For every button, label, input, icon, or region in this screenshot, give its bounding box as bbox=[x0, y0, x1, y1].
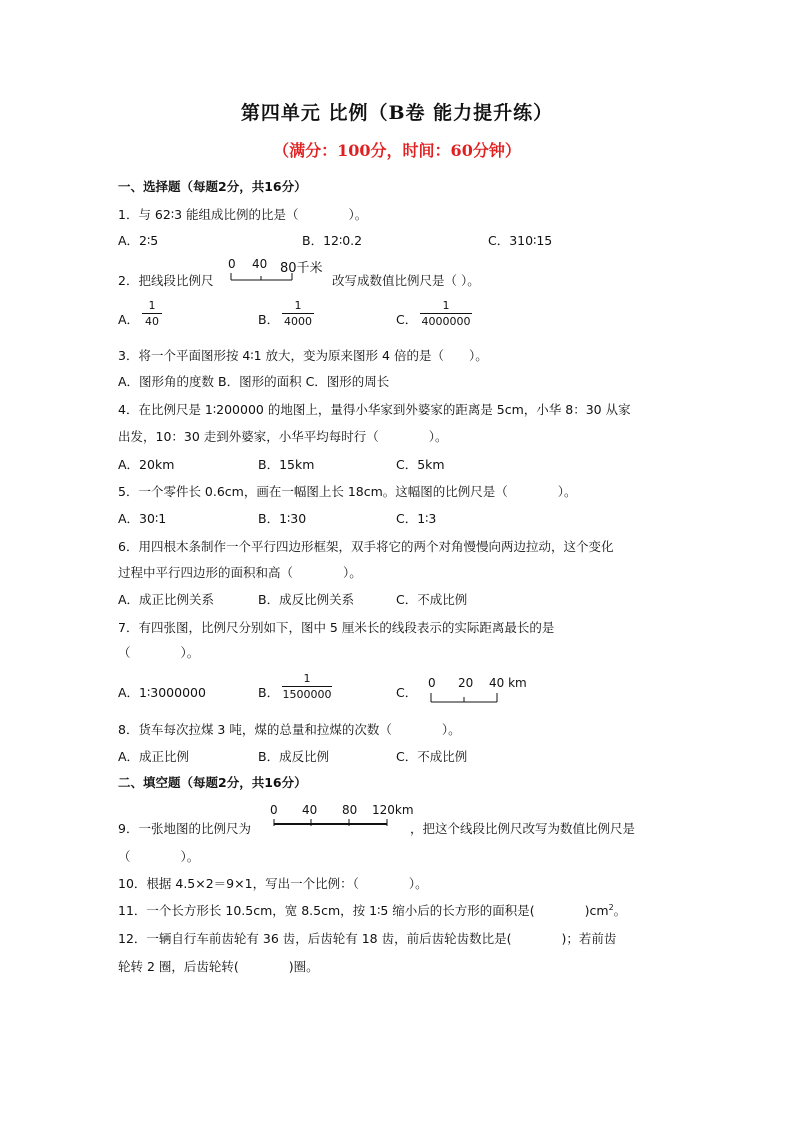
q5-option-a: A．30∶1 bbox=[118, 511, 167, 526]
question-2-suffix: 改写成数值比例尺是（ ）。 bbox=[332, 273, 480, 288]
q7-option-a: A．1∶3000000 bbox=[118, 685, 206, 700]
q2-a-denominator: 40 bbox=[145, 315, 159, 328]
question-9-suffix: ，把这个线段比例尺改写为数值比例尺是 bbox=[410, 821, 636, 836]
question-7-line-1: 7．有四张图，比例尺分别如下，图中 5 厘米长的线段表示的实际距离最长的是 bbox=[118, 620, 555, 635]
q2-option-a-fraction bbox=[142, 299, 162, 328]
question-7-line-2: （ ）。 bbox=[118, 645, 200, 660]
question-4-line-1: 4．在比例尺是 1∶200000 的地图上，量得小华家到外婆家的距离是 5cm，小华 8：30 从家 bbox=[118, 402, 631, 417]
q2-option-b-fraction bbox=[282, 299, 314, 328]
page-title: 第四单元 比例（B卷 能力提升练） bbox=[240, 102, 554, 124]
question-11-end: 。 bbox=[613, 903, 627, 918]
q6-option-b: B．成反比例关系 bbox=[258, 592, 355, 607]
question-1: 1．与 62∶3 能组成比例的比是（ ）。 bbox=[118, 207, 368, 222]
q2-option-c-fraction bbox=[420, 299, 472, 328]
question-9-prefix: 9．一张地图的比例尺为 bbox=[118, 821, 251, 836]
q8-option-c: C．不成比例 bbox=[396, 749, 468, 764]
q9-scale-label-80: 80 bbox=[342, 803, 358, 817]
question-9-line-2: （ ）。 bbox=[118, 849, 200, 864]
q7-scale-label-0: 0 bbox=[428, 676, 436, 690]
q1-option-a: A．2∶5 bbox=[118, 233, 159, 248]
q2-b-denominator: 4000 bbox=[284, 315, 312, 328]
q2-b-numerator: 1 bbox=[294, 299, 302, 312]
q5-option-b: B．1∶30 bbox=[258, 511, 307, 526]
q2-option-c: C． bbox=[396, 312, 418, 327]
q7-option-c: C． bbox=[396, 685, 418, 700]
squared-superscript: 2 bbox=[608, 902, 614, 912]
q1-option-b: B．12∶0.2 bbox=[302, 233, 363, 248]
question-11 bbox=[118, 901, 626, 919]
fraction-bar bbox=[420, 313, 472, 314]
q2-option-a: A． bbox=[118, 312, 140, 327]
q9-scale-label-120: 120km bbox=[372, 803, 414, 817]
q5-option-c: C．1∶3 bbox=[396, 511, 437, 526]
question-6-line-1: 6．用四根木条制作一个平行四边形框架，双手将它的两个对角慢慢向两边拉动，这个变化 bbox=[118, 539, 614, 554]
question-12-line-2: 轮转 2 圈，后齿轮转( )圈。 bbox=[118, 959, 319, 974]
q2-scale-label-40: 40 bbox=[252, 257, 268, 271]
q7-scale-label-20: 20 bbox=[458, 676, 474, 690]
q4-option-a: A．20km bbox=[118, 457, 175, 472]
q7-scale-bar bbox=[430, 692, 510, 704]
section-heading-choice: 一、选择题（每题2分，共16分） bbox=[118, 179, 307, 194]
page-subtitle: （满分：100分，时间：60分钟） bbox=[273, 141, 521, 160]
fraction-bar bbox=[282, 313, 314, 314]
q4-option-c: C．5km bbox=[396, 457, 445, 472]
question-12-line-1: 12．一辆自行车前齿轮有 36 齿，后齿轮有 18 齿，前后齿轮齿数比是( )；若前齿 bbox=[118, 931, 617, 946]
question-8: 8．货车每次拉煤 3 吨，煤的总量和拉煤的次数（ ）。 bbox=[118, 722, 461, 737]
fraction-bar bbox=[282, 686, 332, 687]
q4-option-b: B．15km bbox=[258, 457, 315, 472]
question-10: 10．根据 4.5×2＝9×1，写出一个比例：（ ）。 bbox=[118, 876, 428, 891]
q6-option-a: A．成正比例关系 bbox=[118, 592, 215, 607]
q7-b-numerator: 1 bbox=[303, 672, 311, 685]
q8-option-a: A．成正比例 bbox=[118, 749, 190, 764]
q9-scale-bar bbox=[273, 818, 393, 828]
q7-b-denominator: 1500000 bbox=[282, 688, 332, 701]
q2-scale-label-0: 0 bbox=[228, 257, 236, 271]
question-6-line-2: 过程中平行四边形的面积和高（ ）。 bbox=[118, 565, 362, 580]
q2-option-b: B． bbox=[258, 312, 280, 327]
question-3: 3．将一个平面图形按 4∶1 放大，变为原来图形 4 倍的是（ ）。 bbox=[118, 348, 488, 363]
question-2-prefix: 2．把线段比例尺 bbox=[118, 273, 214, 288]
section-heading-fill: 二、填空题（每题2分，共16分） bbox=[118, 775, 307, 790]
question-11-text: 11．一个长方形长 10.5cm，宽 8.5cm，按 1∶5 缩小后的长方形的面积是( )cm bbox=[118, 903, 609, 918]
question-4-line-2: 出发，10：30 走到外婆家，小华平均每时行（ ）。 bbox=[118, 429, 448, 444]
q2-c-denominator: 4000000 bbox=[421, 315, 471, 328]
q8-option-b: B．成反比例 bbox=[258, 749, 330, 764]
q2-scale-label-80: 80千米 bbox=[280, 261, 323, 276]
fraction-bar bbox=[142, 313, 162, 314]
q2-a-numerator: 1 bbox=[148, 299, 156, 312]
q7-scale-label-40: 40 km bbox=[489, 676, 527, 690]
question-5: 5．一个零件长 0.6cm，画在一幅图上长 18cm。这幅图的比例尺是（ ）。 bbox=[118, 484, 577, 499]
q7-option-b-fraction bbox=[282, 672, 332, 701]
q6-option-c: C．不成比例 bbox=[396, 592, 468, 607]
q3-options: A．图形角的度数 B．图形的面积 C．图形的周长 bbox=[118, 374, 390, 389]
q2-c-numerator: 1 bbox=[442, 299, 450, 312]
q1-option-c: C．310∶15 bbox=[488, 233, 553, 248]
q2-scale-bar bbox=[230, 272, 300, 282]
q7-option-b: B． bbox=[258, 685, 280, 700]
q9-scale-label-40: 40 bbox=[302, 803, 318, 817]
q9-scale-label-0: 0 bbox=[270, 803, 278, 817]
